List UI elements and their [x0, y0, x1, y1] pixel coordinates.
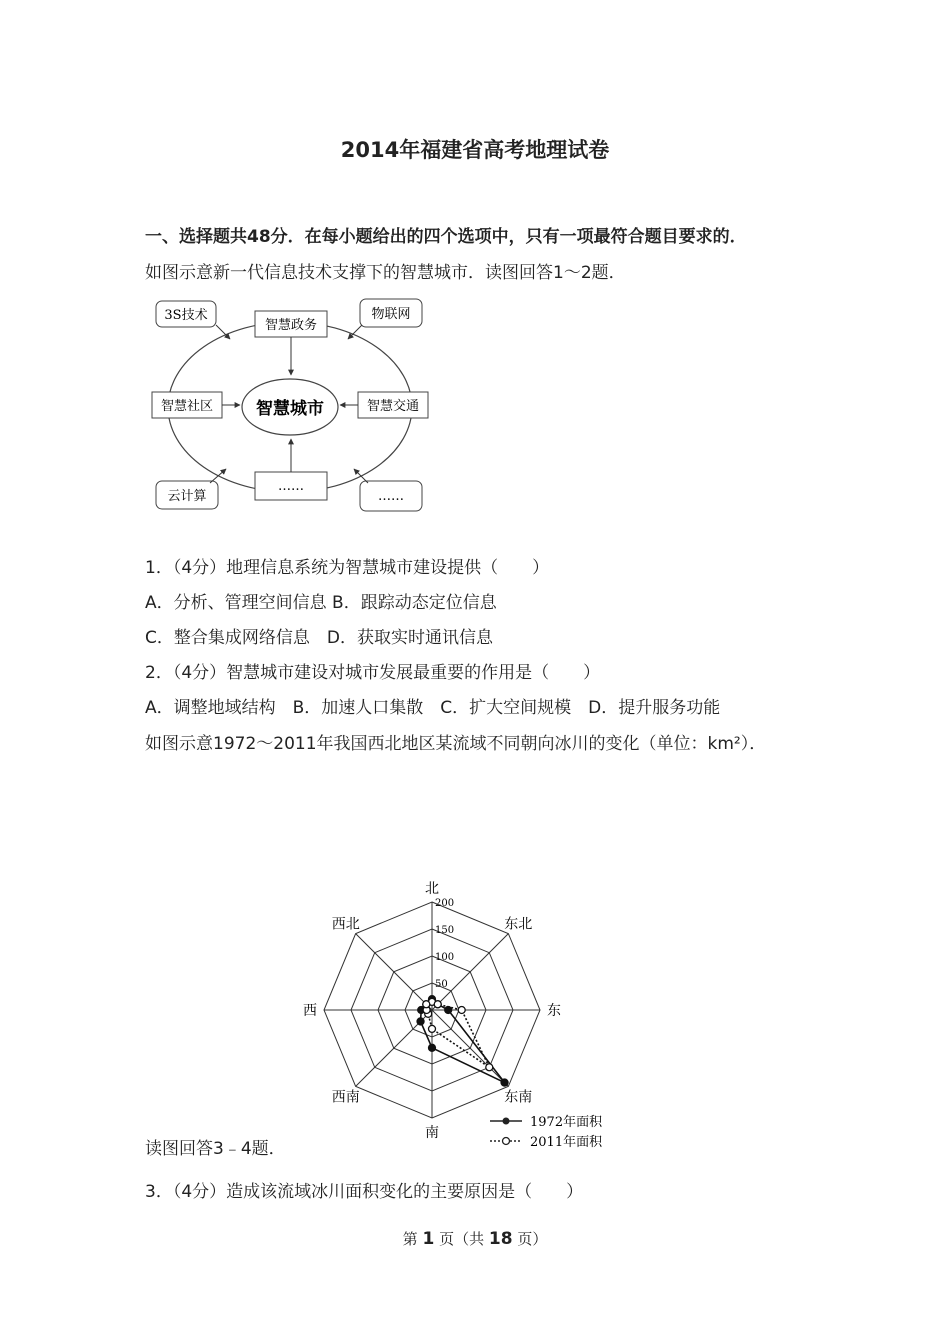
ring-label-3: 200: [435, 898, 455, 909]
direction-label-2: 东: [547, 1003, 562, 1019]
legend: [490, 1114, 603, 1150]
ring-label-1: 100: [435, 952, 455, 963]
section-heading: 一、选择题共48分．在每小题给出的四个选项中，只有一项最符合题目要求的．: [145, 227, 747, 247]
intro-text-1: 如图示意新一代信息技术支撑下的智慧城市．读图回答1～2题．: [145, 263, 626, 283]
direction-label-5: 西南: [331, 1089, 360, 1106]
q1-options-1: A．分析、管理空间信息 B．跟踪动态定位信息: [145, 593, 497, 613]
center-label: 智慧城市: [256, 399, 324, 419]
series-0-point-4: [429, 1044, 436, 1051]
smart-city-diagram: [150, 295, 430, 515]
cloud-label: 云计算: [167, 489, 207, 504]
radar-grid: [324, 902, 540, 1118]
q1-options-2: C．整合集成网络信息 D．获取实时通讯信息: [145, 628, 493, 648]
glacier-radar-chart: [300, 880, 630, 1155]
direction-label-0: 北: [425, 880, 439, 897]
outer-ellipsis-label: ……: [378, 489, 404, 504]
direction-label-1: 东北: [504, 916, 533, 933]
intro-text-3: 读图回答3﹣4题．: [145, 1139, 286, 1159]
tech3s-label: 3S技术: [164, 308, 208, 323]
iot-label: 物联网: [371, 307, 411, 322]
ring-labels: [435, 898, 454, 990]
direction-label-4: 南: [425, 1125, 439, 1142]
ring-label-2: 150: [435, 925, 455, 936]
series-1-point-1: [434, 1001, 441, 1008]
series-0-point-5: [417, 1018, 424, 1025]
footer-post: 页）: [517, 1230, 548, 1248]
direction-label-7: 西北: [331, 916, 360, 933]
inner-ellipsis-label: ……: [278, 479, 304, 494]
footer-page-number: 1: [422, 1229, 435, 1249]
direction-label-3: 东南: [504, 1089, 533, 1106]
series-0-point-3: [501, 1079, 508, 1086]
legend-marker-2011: [503, 1138, 510, 1145]
footer-mid: 页（共: [439, 1230, 485, 1248]
traffic-label: 智慧交通: [366, 399, 420, 414]
footer-pre: 第: [402, 1230, 418, 1248]
footer-total-pages: 18: [488, 1229, 513, 1249]
series-1-point-3: [486, 1064, 493, 1071]
page-footer: [0, 1228, 950, 1249]
series-1-point-4: [429, 1025, 436, 1032]
q3-stem: 3．（4分）造成该流域冰川面积变化的主要原因是（ ）: [145, 1182, 584, 1202]
direction-label-6: 西: [302, 1003, 317, 1019]
legend-label-2011: 2011年面积: [530, 1135, 603, 1150]
legend-label-1972: 1972年面积: [530, 1115, 603, 1130]
page-title: 2014年福建省高考地理试卷: [340, 138, 610, 162]
gov-label: 智慧政务: [264, 318, 318, 333]
legend-marker-1972: [503, 1118, 510, 1125]
series-1-point-7: [423, 1001, 430, 1008]
community-label: 智慧社区: [160, 399, 214, 414]
ring-label-0: 50: [435, 979, 448, 990]
q2-stem: 2．（4分）智慧城市建设对城市发展最重要的作用是（ ）: [145, 663, 601, 683]
q1-stem: 1．（4分）地理信息系统为智慧城市建设提供（ ）: [145, 558, 550, 578]
series-1-point-2: [458, 1007, 465, 1014]
intro-text-2: 如图示意1972～2011年我国西北地区某流域不同朝向冰川的变化（单位：km²）．: [145, 734, 767, 754]
q2-options: A．调整地域结构 B．加速人口集散 C．扩大空间规模 D．提升服务功能: [145, 698, 721, 718]
